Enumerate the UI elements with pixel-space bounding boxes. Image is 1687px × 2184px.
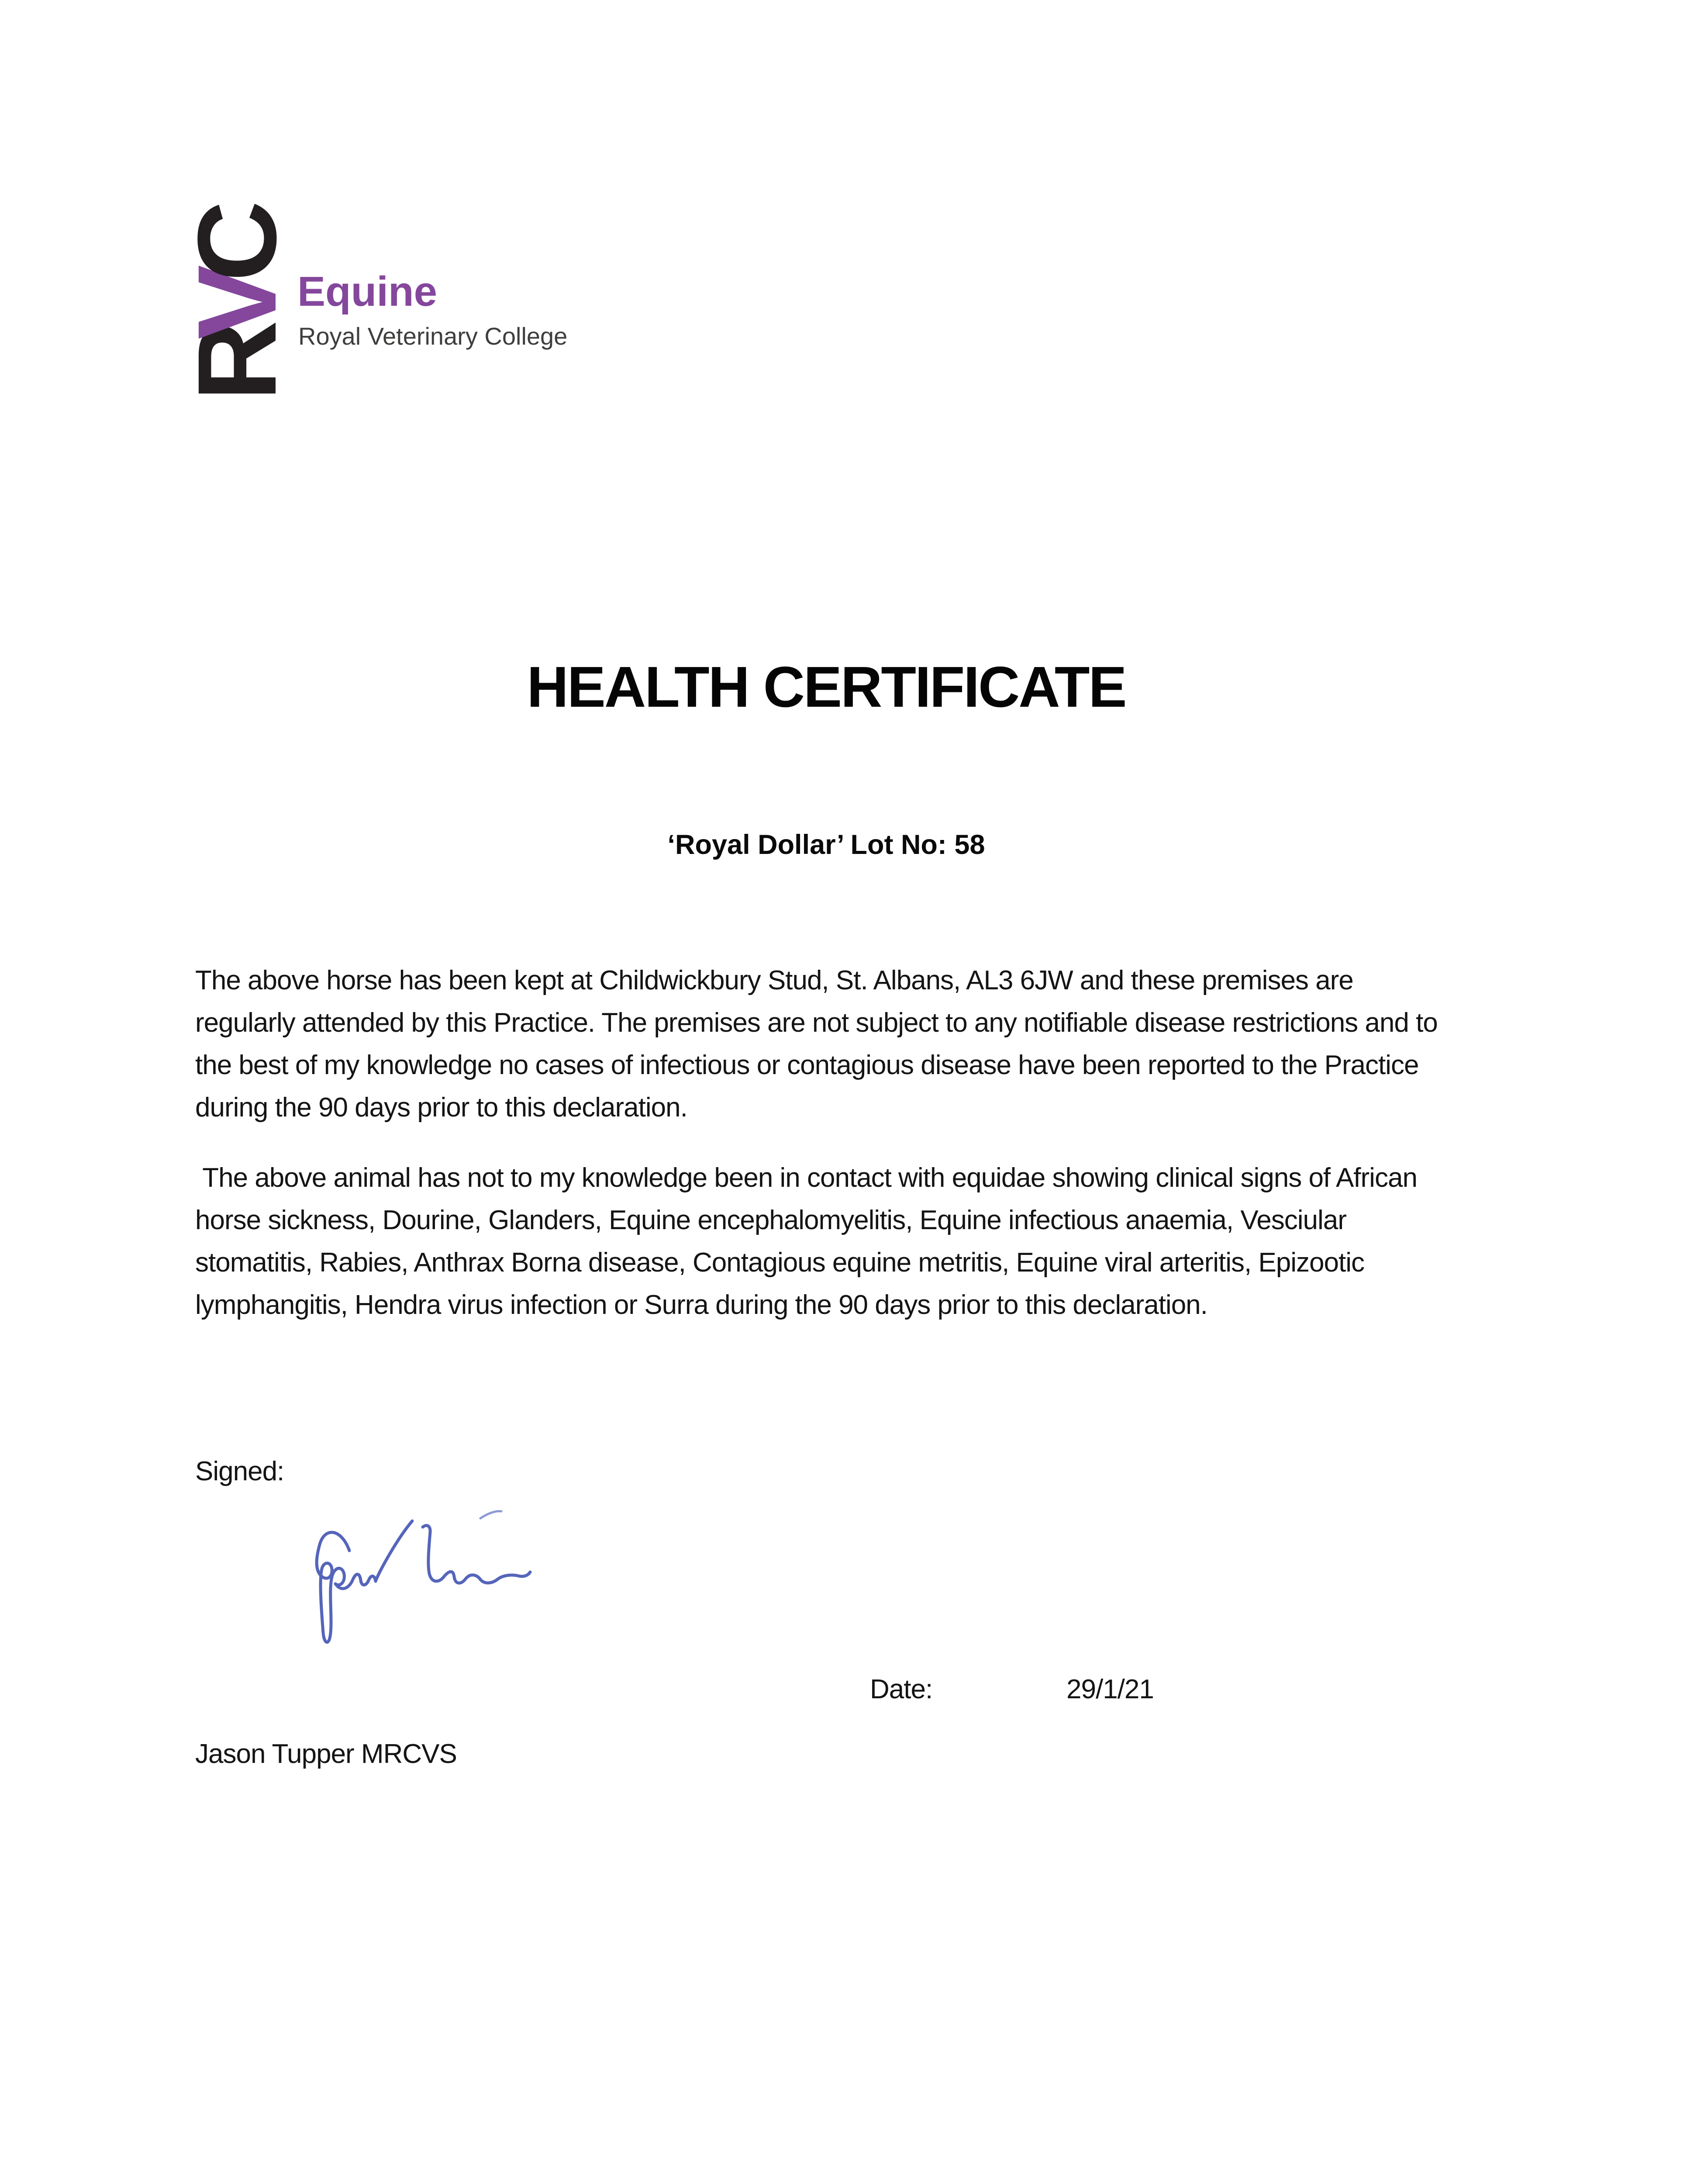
college-wordmark: Royal Veterinary College (298, 322, 568, 350)
contact-paragraph: The above animal has not to my knowledge been in contact with equidae showing clinical signs of African horse sickness, Dourine, Glanders, Equine encephalomyelitis, Equine infectious anaemia, Vesciular stomatitis, Rabies, Anthrax Borna disease, Contagious equine metritis, Equine viral arteritis, Epizootic lymphangitis, Hendra virus infection or Surra during the 90 days prior to this declaration. (195, 1163, 1417, 1320)
horse-lot-subtitle: ‘Royal Dollar’ Lot No: 58 (667, 829, 985, 860)
date-label: Date: (870, 1674, 933, 1704)
premises-paragraph: The above horse has been kept at Childwickbury Stud, St. Albans, AL3 6JW and these premises are regularly attended by this Practice. The premises are not subject to any notifiable disease restrictions and to the best of my knowledge no cases of infectious or contagious disease have been reported to the Practice during the 90 days prior to this declaration. (195, 965, 1438, 1123)
logo-letter-c: C (175, 220, 300, 282)
date-value: 29/1/21 (1066, 1674, 1154, 1704)
rvc-equine-logo (175, 183, 628, 402)
logo-letter-r: R (175, 339, 300, 401)
equine-wordmark: Equine (297, 268, 438, 315)
signature-image (283, 1502, 545, 1652)
certificate-body (195, 959, 1458, 1354)
logo-letter-v: V (175, 284, 300, 340)
signed-label: Signed: (195, 1456, 284, 1486)
certificate-title: HEALTH CERTIFICATE (527, 655, 1126, 719)
rvc-rotated-letters (175, 183, 300, 401)
signatory-name: Jason Tupper MRCVS (195, 1739, 457, 1769)
